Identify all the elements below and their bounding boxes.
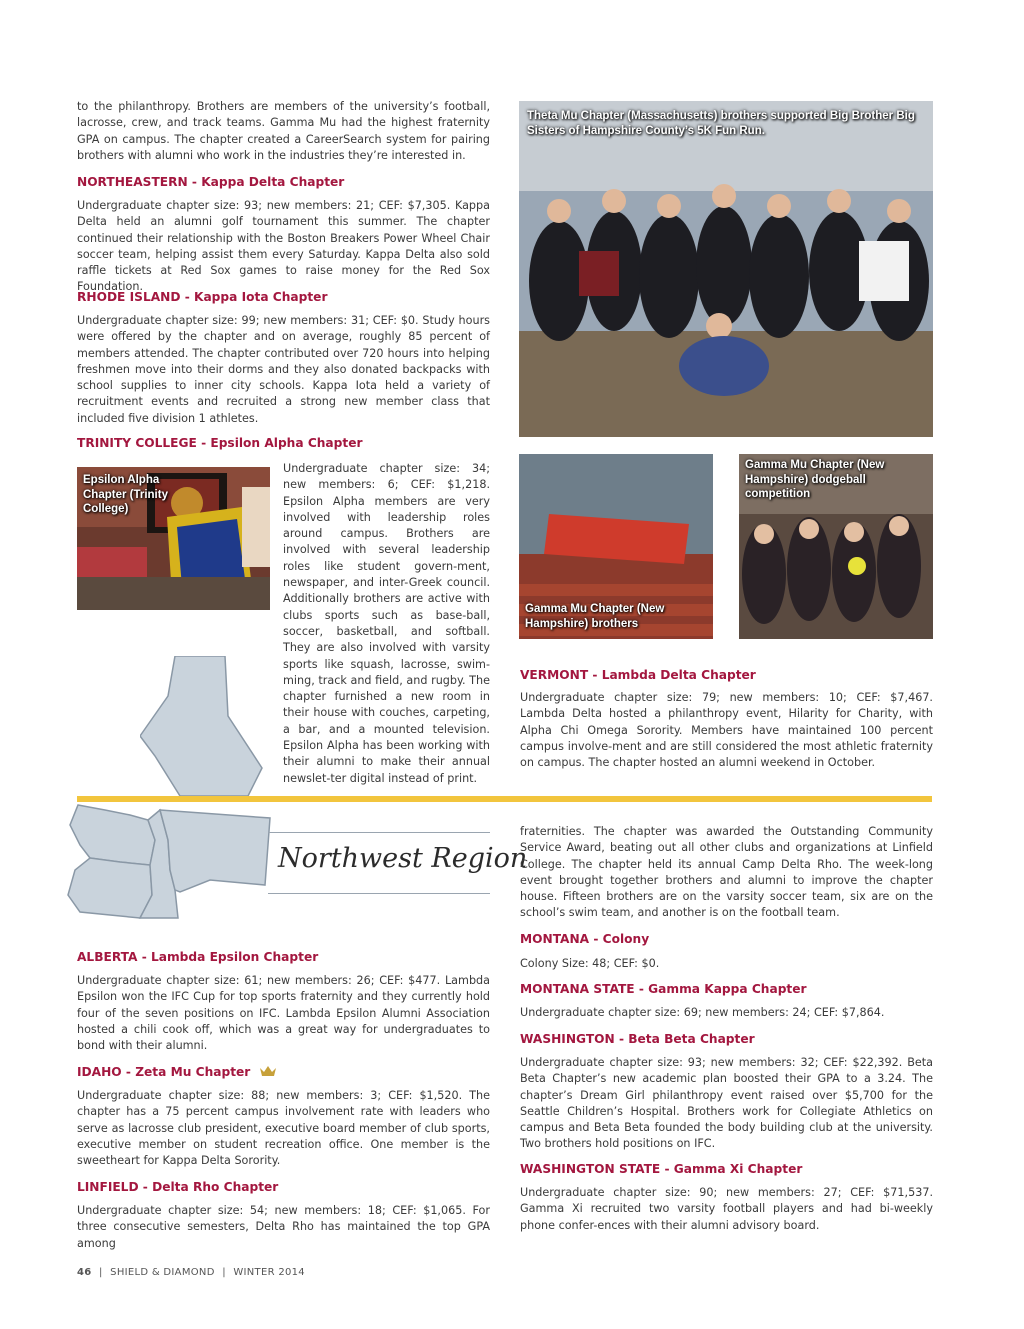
trinity-paragraph: Undergraduate chapter size: 34; new members: 6; CEF: $1,218. Epsilon Alpha members are very involved with leadership roles around campus. Brothers are involved with several leadership roles like student govern-ment, newspaper, and inter-Greek council. Additionally brothers are active with clubs sports such as base-ball, soccer, basketball, and softball. They are also involved with varsity sports like squash, lacrosse, swim-ming, track and field, and rugby. The chapter furnished a new room in their house with couches, carpeting, a bar, and a mounted television. Epsilon Alpha has been working with their alumni to make their annual newslet-ter digital instead of print. — [283, 462, 490, 785]
linfield-paragraph: Undergraduate chapter size: 54; new members: 18; CEF: $1,065. For three consecutive semesters, Delta Rho has maintained the top GPA among — [77, 1204, 490, 1250]
trinity-photo-caption: Epsilon Alpha Chapter (Trinity College) — [83, 474, 168, 515]
washington-state-paragraph: Undergraduate chapter size: 90; new members: 27; CEF: $71,537. Gamma Xi recruited two varsity football players and had bi-weekly phone confer-ences with their alumni advisory board. — [520, 1186, 933, 1232]
alberta-map-icon — [140, 656, 270, 806]
page-footer — [77, 1267, 305, 1278]
idaho-paragraph: Undergraduate chapter size: 88; new members: 3; CEF: $1,520. The chapter has a 75 percent campus involvement rate with leaders who serve as lacrosse club president, executive board member of club sports, executive member on student recreation office. One member is the sweetheart for Kappa Delta Sorority. — [77, 1089, 490, 1168]
vermont-heading: VERMONT - Lambda Delta Chapter — [520, 668, 756, 682]
theta-mu-photo — [519, 101, 933, 437]
washington-heading: WASHINGTON - Beta Beta Chapter — [520, 1032, 755, 1046]
theta-mu-group-image — [519, 101, 933, 437]
region-rule-top — [268, 832, 490, 833]
washington-state-heading: WASHINGTON STATE - Gamma Xi Chapter — [520, 1162, 803, 1176]
theta-mu-photo-caption: Theta Mu Chapter (Massachusetts) brothers supported Big Brother Big Sisters of Hampshire County’s 5K Fun Run. — [527, 110, 915, 137]
montana-state-heading: MONTANA STATE - Gamma Kappa Chapter — [520, 982, 807, 996]
idaho-heading — [77, 1065, 277, 1079]
linfield-heading: LINFIELD - Delta Rho Chapter — [77, 1180, 279, 1194]
gamma-mu-dodgeball-caption: Gamma Mu Chapter (New Hampshire) dodgeball competition — [745, 459, 885, 500]
gamma-mu-brothers-caption: Gamma Mu Chapter (New Hampshire) brothers — [525, 603, 665, 630]
washington-paragraph: Undergraduate chapter size: 93; new members: 32; CEF: $22,392. Beta Beta Chapter’s new academic plan boosted their GPA to a 3.24. The chapter’s Dream Girl philanthropy event raised over $5,700 for the Seattle Children’s Hospital. Brothers work for Collegiate Athletics on campus and Beta Beta founded the body building club at the university. Two brothers hold positions on IFC. — [520, 1056, 933, 1151]
rhode-island-paragraph: Undergraduate chapter size: 99; new members: 31; CEF: $0. Study hours were offered by the chapter and on average, roughly 85 percent of members attended. The chapter contributed over 720 hours into helping freshmen move into their dorms and they also donated backpacks with school supplies to inner city schools. Kappa Iota held a variety of recruitment events and recruited a strong new member class that included five division 1 athletes. — [77, 314, 490, 425]
page-number: 46 — [77, 1267, 92, 1278]
rhode-island-heading: RHODE ISLAND - Kappa Iota Chapter — [77, 290, 328, 304]
intro-paragraph: to the philanthropy. Brothers are members of the university’s football, lacrosse, crew, and track teams. Gamma Mu had the highest fraternity GPA on campus. The chapter created a CareerSearch system for pairing brothers with alumni who work in the industries they’re interested in. — [77, 100, 490, 162]
vermont-paragraph: Undergraduate chapter size: 79; new members: 10; CEF: $7,467. Lambda Delta hosted a philanthropy event, Hilarity for Charity, with Alpha Chi Omega Sorority. Members have maintained 100 percent campus involve-ment and are still considered the most athletic fraternity on campus. The chapter hosted an alumni weekend in October. — [520, 691, 933, 770]
alberta-heading: ALBERTA - Lambda Epsilon Chapter — [77, 950, 319, 964]
trinity-heading: TRINITY COLLEGE - Epsilon Alpha Chapter — [77, 436, 363, 450]
footer-separator-2: | — [222, 1267, 226, 1278]
crown-icon — [259, 1065, 277, 1077]
montana-paragraph: Colony Size: 48; CEF: $0. — [520, 957, 660, 970]
region-title: Northwest Region — [278, 843, 528, 874]
publication-name: SHIELD & DIAMOND — [110, 1267, 215, 1278]
alberta-paragraph: Undergraduate chapter size: 61; new members: 26; CEF: $477. Lambda Epsilon won the IFC Cup for top sports fraternity and they currently hold four of the seven positions on IFC. Lambda Epsilon Alumni Association hosted a chili cook off, which was a great way for undergraduates to bond with their alumni. — [77, 974, 490, 1053]
gamma-mu-dodgeball-photo — [739, 454, 933, 639]
northwest-map-icon — [60, 800, 275, 925]
trinity-photo — [77, 467, 270, 610]
issue-date: WINTER 2014 — [233, 1267, 305, 1278]
montana-heading: MONTANA - Colony — [520, 932, 650, 946]
linfield-continued-paragraph: fraternities. The chapter was awarded the Outstanding Community Service Award, beating out all other clubs and organizations at Linfield College. The chapter held its annual Camp Delta Rho. The week-long event brought together brothers and alumni to improve the chapter house. Fifteen brothers are on the varsity soccer team, six are on the school’s swim team, and another is on the football team. — [520, 825, 933, 920]
idaho-heading-text: IDAHO - Zeta Mu Chapter — [77, 1065, 251, 1079]
montana-state-paragraph: Undergraduate chapter size: 69; new members: 24; CEF: $7,864. — [520, 1006, 885, 1019]
gamma-mu-brothers-photo — [519, 454, 713, 639]
northeastern-paragraph: Undergraduate chapter size: 93; new members: 21; CEF: $7,305. Kappa Delta held an alumni golf tournament this summer. The chapter continued their relationship with the Boston Breakers Power Wheel Chair soccer team, helping assist them every Saturday. Kappa Delta also sold raffle tickets at Red Sox games to raise money for the Red Sox Foundation. — [77, 199, 490, 294]
region-rule-bottom — [268, 893, 490, 894]
northeastern-heading: NORTHEASTERN - Kappa Delta Chapter — [77, 175, 345, 189]
footer-separator: | — [99, 1267, 103, 1278]
